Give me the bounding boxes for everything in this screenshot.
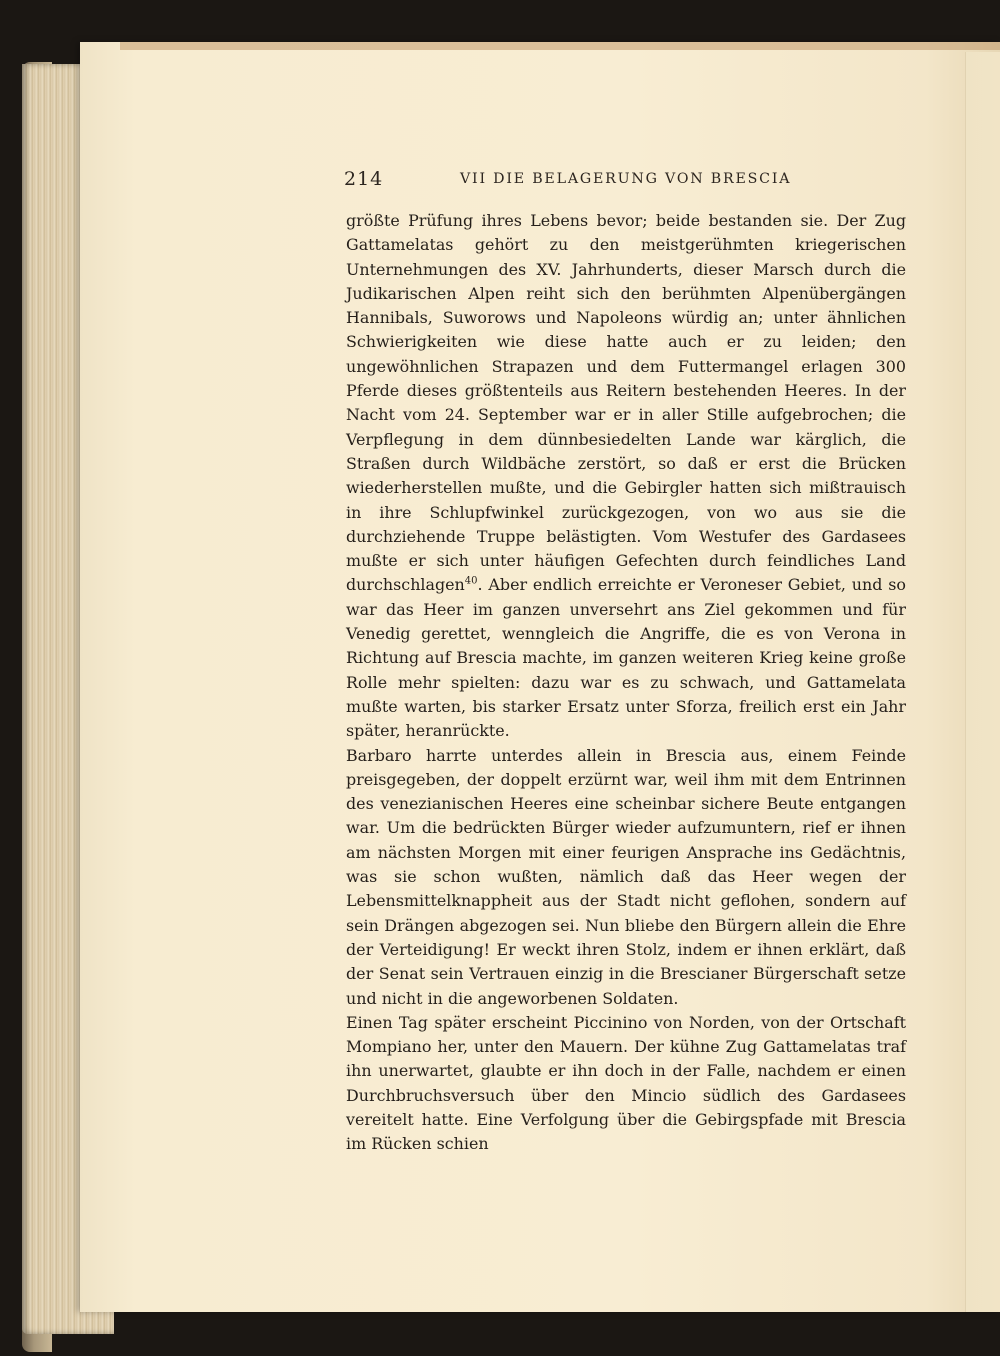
paragraph-text-tail: . Aber endlich erreichte er Veroneser Gebiet, und so war das Heer im ganzen unversehrt ans Ziel gekommen und für Venedig gerettet, wenngleich die Angriffe, die es von Verona in Richtung auf Brescia machte, im ganzen weiteren Krieg keine große Rolle mehr spielten: dazu war es zu schwach, und Gattamelata mußte warten, bis starker Ersatz unter Sforza, freilich erst ein Jahr später, heranrückte. [346,575,906,741]
paragraph: Einen Tag später erscheint Piccinino von Norden, von der Ortschaft Mompiano her, unter den Mauern. Der kühne Zug Gattamelatas traf ihn unerwartet, glaubte er ihn doch in der Falle, nachdem er einen Durchbruchsversuch über den Mincio südlich des Gardasees vereitelt hatte. Eine Verfolgung über die Gebirgspfade mit Brescia im Rücken schien [346,1012,906,1154]
paragraph-continued [346,209,906,744]
page-top-edge [120,42,1000,50]
next-page-strip [965,52,1000,1312]
paragraph-text: größte Prüfung ihres Lebens bevor; beide bestanden sie. Der Zug Gattamelatas gehört zu den meistgerühmten kriegerischen Unternehmungen des XV. Jahrhunderts, dieser Marsch durch die Judikarischen Alpen reiht sich den berühmten Alpenübergängen Hannibals, Suworows und Napoleons würdig an; unter ähnlichen Schwierigkeiten wie diese hatte auch er zu leiden; den ungewöhnlichen Strapazen und dem Futtermangel erlagen 300 Pferde dieses größtenteils aus Reitern bestehenden Heeres. In der Nacht vom 24. September war er in aller Stille aufgebrochen; die Verpflegung in dem dünnbesiedelten Lande war kärglich, die Straßen durch Wildbäche zerstört, so daß er erst die Brücken wiederherstellen mußte, und die Gebirgler hatten sich mißtrauisch in ihre Schlupfwinkel zurückgezogen, von wo aus sie die durchziehende Truppe belästigten. Vom Westufer des Gardasees mußte er sich unter häufigen Gefechten durch feindliches Land durchschlagen [346,211,906,595]
footnote-reference[interactable]: 40 [464,576,478,588]
paragraph: Barbaro harrte unterdes allein in Brescia aus, einem Feinde preisgegeben, der doppelt erzürnt war, weil ihm mit dem Entrinnen des venezianischen Heeres eine scheinbar sichere Beute entgangen war. Um die bedrückten Bürger wieder aufzumuntern, rief er ihnen am nächsten Morgen mit einer feurigen Ansprache ins Gedächtnis, was sie schon wußten, nämlich daß das Heer wegen der Lebensmittelknappheit aus der Stadt nicht geflohen, sondern auf sein Drängen abgezogen sei. Nun bliebe den Bürgern allein die Ehre der Verteidigung! Er weckt ihren Stolz, indem er ihnen erklärt, daß der Senat sein Vertrauen einzig in die Brescianer Bürgerschaft setze und nicht in die angeworbenen Soldaten. [346,745,906,1008]
chapter-title: VII DIE BELAGERUNG VON BRESCIA [460,171,792,187]
running-head [344,168,904,198]
body-text [346,209,906,1157]
page-number: 214 [344,168,384,190]
